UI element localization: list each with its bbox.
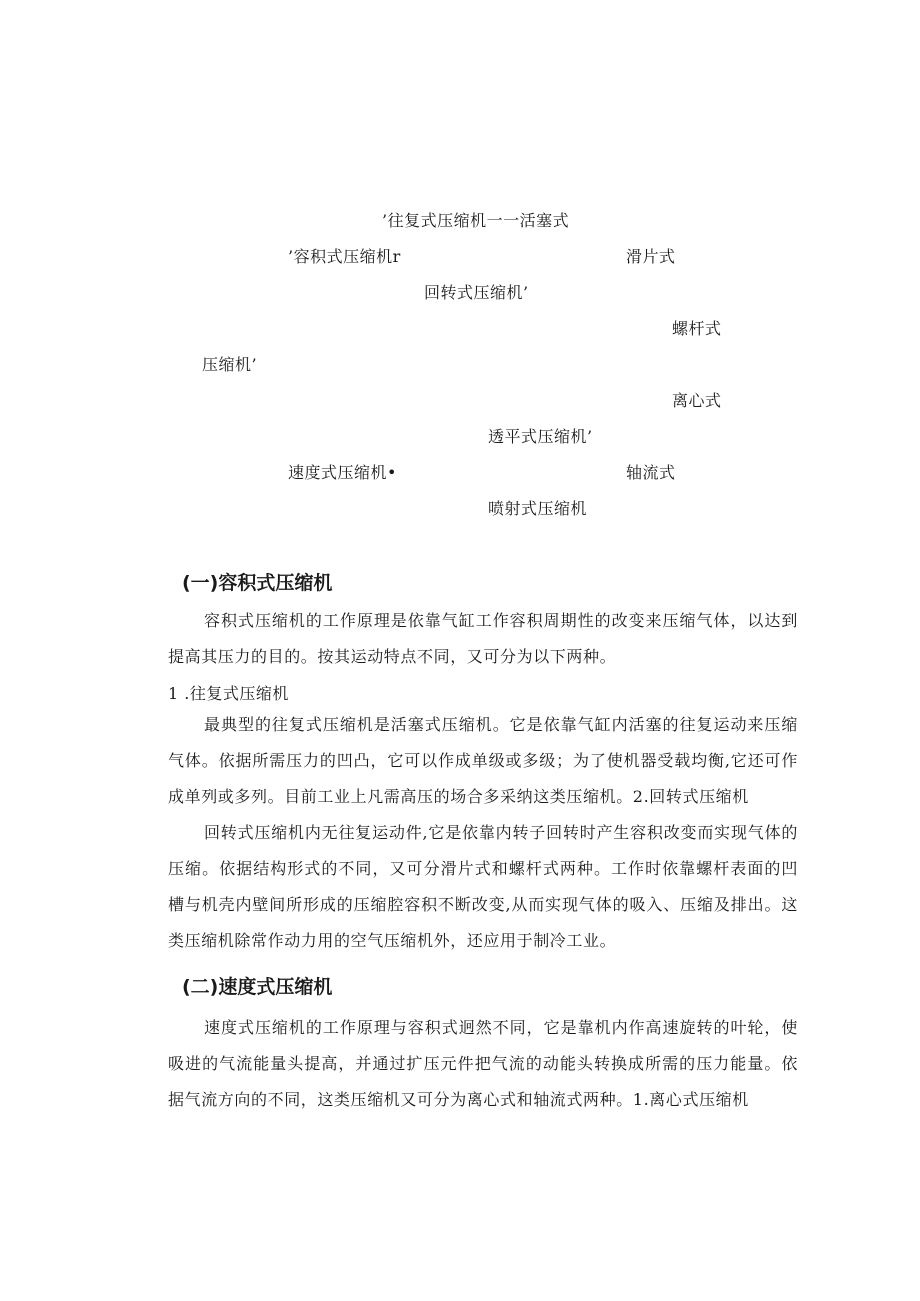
diagram-label-sliding-vane: 滑片式 xyxy=(626,247,676,266)
section2-heading: (二)速度式压缩机 xyxy=(182,976,333,998)
diagram-label-centrifugal: 离心式 xyxy=(672,391,722,410)
section1-item1-title: 1 .往复式压缩机 xyxy=(168,684,289,703)
diagram-label-jet: 喷射式压缩机 xyxy=(488,499,588,518)
diagram-label-screw: 螺杆式 xyxy=(672,319,722,338)
diagram-label-turbo: 透平式压缩机’ xyxy=(488,427,593,446)
diagram-label-axial: 轴流式 xyxy=(626,463,676,482)
section1-item2-paragraph: 回转式压缩机内无往复运动件,它是依靠内转子回转时产生容积改变而实现气体的压缩。依据结构形式的不同，又可分滑片式和螺杆式两种。工作时依靠螺杆表面的凹槽与机壳内壁间所形成的压缩腔容积不断改变,从而实现气体的吸入、压缩及排出。这类压缩机除常作动力用的空气压缩机外，还应用于制冷工业。 xyxy=(168,823,798,950)
section1-heading: (一)容积式压缩机 xyxy=(182,572,333,594)
section1-intro-paragraph: 容积式压缩机的工作原理是依靠气缸工作容积周期性的改变来压缩气体，以达到提高其压力的目的。按其运动特点不同，又可分为以下两种。 xyxy=(168,611,798,666)
diagram-label-dynamic: 速度式压缩机• xyxy=(288,463,397,482)
diagram-label-rotary: 回转式压缩机’ xyxy=(424,283,529,302)
diagram-label-compressor: 压缩机’ xyxy=(202,355,258,374)
section1-item1-paragraph: 最典型的往复式压缩机是活塞式压缩机。它是依靠气缸内活塞的往复运动来压缩气体。依据所需压力的凹凸，它可以作成单级或多级；为了使机器受载均衡,它还可作成单列或多列。目前工业上凡需高压的场合多采纳这类压缩机。2.回转式压缩机 xyxy=(168,715,798,806)
diagram-label-reciprocating: ’往复式压缩机一一活塞式 xyxy=(382,211,570,230)
diagram-label-positive-displacement: ’容积式压缩机r xyxy=(288,247,401,266)
section2-intro-paragraph: 速度式压缩机的工作原理与容积式迥然不同，它是靠机内作高速旋转的叶轮，使吸进的气流能量头提高，并通过扩压元件把气流的动能头转换成所需的压力能量。依据气流方向的不同，这类压缩机又可分为离心式和轴流式两种。1.离心式压缩机 xyxy=(168,1018,798,1109)
